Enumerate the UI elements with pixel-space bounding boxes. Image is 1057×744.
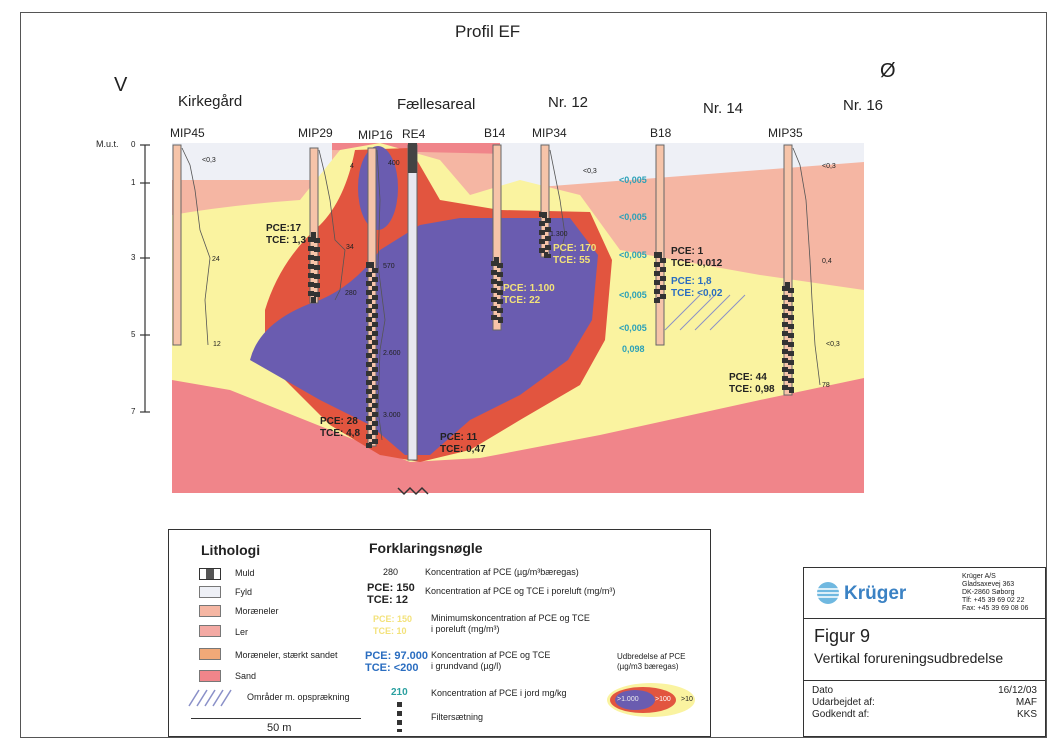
soil-conc: <0,005	[619, 323, 647, 333]
swatch-fracture	[187, 688, 237, 708]
lith-label: Områder m. opsprækning	[247, 692, 350, 702]
lith-label: Moræneler, stærkt sandet	[235, 650, 338, 660]
fill-layer-west	[172, 143, 332, 180]
borehole-mip29	[310, 148, 318, 303]
mip-value: 0,4	[822, 258, 832, 265]
borehole-label: B14	[484, 126, 506, 140]
spread-value-10: >10	[681, 696, 693, 703]
poreluft-label-b18: PCE: 1 TCE: 0,012	[671, 246, 723, 269]
area-nr14: Nr. 14	[703, 100, 744, 117]
brand-name: Krüger	[844, 583, 907, 604]
spread-value-100: >100	[655, 696, 671, 703]
grundvand-label-b18: PCE: 1,8 TCE: <0,02	[671, 276, 723, 299]
borehole-label: RE4	[402, 127, 426, 141]
depth-axis	[140, 145, 150, 412]
borehole-mip45	[173, 145, 181, 345]
info-divider	[804, 680, 1045, 681]
key-poreluft-sample: PCE: 150 TCE: 12	[367, 582, 415, 606]
key-mip-value: 280	[383, 567, 399, 577]
mip-value: 1.300	[550, 231, 568, 238]
soil-conc: <0,005	[619, 212, 647, 222]
depth-tick: 7	[131, 407, 136, 416]
swatch-ler	[199, 625, 221, 637]
depth-unit-label: M.u.t.	[96, 139, 119, 149]
key-title: Forklaringsnøgle	[369, 540, 483, 556]
borehole-label: MIP35	[768, 126, 803, 140]
lith-label: Muld	[235, 568, 255, 578]
borehole-label: MIP16	[358, 128, 393, 142]
swatch-muld	[199, 568, 221, 580]
mip-value: <0,3	[822, 163, 836, 170]
mip-value: <0,3	[826, 341, 840, 348]
borehole-label: MIP45	[170, 126, 205, 140]
depth-tick: 3	[131, 253, 136, 262]
borehole-b18	[656, 145, 664, 345]
mip-value: 12	[213, 341, 221, 348]
swatch-moraeneler	[199, 605, 221, 617]
lith-label: Ler	[235, 627, 249, 637]
mip-value: 280	[345, 290, 357, 297]
mip-value: 24	[212, 256, 220, 263]
swatch-sandy-moraine	[199, 648, 221, 660]
swatch-sand	[199, 670, 221, 682]
direction-east: Ø	[880, 60, 896, 82]
mip-value: 400	[388, 160, 400, 167]
key-min-sample: PCE: 150 TCE: 10	[373, 614, 413, 636]
soil-conc: <0,005	[619, 175, 647, 185]
approved-value: KKS	[1016, 709, 1037, 720]
mip-value: 78	[822, 382, 830, 389]
profile-title: Profil EF	[455, 22, 521, 41]
key-grundvand-desc: Koncentration af PCE og TCE i grundvand (µg/l)	[431, 650, 551, 671]
prepared-value: MAF	[1015, 697, 1037, 708]
depth-tick: 0	[131, 140, 136, 149]
depth-tick: 1	[131, 178, 136, 187]
area-nr16: Nr. 16	[843, 97, 884, 114]
key-filter-desc: Filtersætning	[431, 712, 484, 722]
borehole-label: MIP29	[298, 126, 333, 140]
date-label: Dato	[812, 685, 834, 696]
lithology-title: Lithologi	[201, 542, 261, 558]
legend-box	[168, 529, 711, 737]
borehole-mip35	[784, 145, 792, 395]
mip-value: 4	[350, 163, 354, 170]
key-poreluft-desc: Koncentration af PCE og TCE i poreluft (mg/m³)	[425, 586, 616, 596]
poreluft-label-re4: PCE: 11 TCE: 0,47	[440, 432, 486, 455]
poreluft-label-mip34: PCE: 170 TCE: 55	[553, 243, 597, 266]
swatch-fyld	[199, 586, 221, 598]
lith-label: Sand	[235, 671, 257, 681]
key-grundvand-sample: PCE: 97.000 TCE: <200	[365, 650, 428, 674]
mip-value: 570	[383, 263, 395, 270]
mip-value: <0,3	[202, 157, 216, 164]
mip-value: 2.600	[383, 350, 401, 357]
soil-conc: <0,005	[619, 290, 647, 300]
key-jord-desc: Koncentration af PCE i jord mg/kg	[431, 688, 567, 698]
purple-lobe	[358, 146, 398, 230]
soil-conc: 0,098	[622, 344, 645, 354]
scale-bar	[191, 718, 361, 719]
key-jord-value: 210	[391, 687, 408, 698]
poreluft-label-mip35: PCE: 44 TCE: 0,98	[729, 372, 775, 395]
figure-subtitle: Vertikal forureningsudbredelse	[814, 650, 1004, 666]
title-block	[803, 567, 1046, 737]
area-faellesareal: Fællesareal	[397, 96, 476, 113]
date-value: 16/12/03	[998, 685, 1037, 696]
area-nr12: Nr. 12	[548, 94, 589, 111]
spread-value-1000: >1.000	[617, 696, 639, 703]
poreluft-label-mip16: PCE: 28 TCE: 4,8	[320, 416, 361, 439]
poreluft-label-mip29: PCE:17 TCE: 1,3	[266, 223, 307, 246]
mip-value: 3.000	[383, 412, 401, 419]
lith-label: Moræneler	[235, 606, 279, 616]
figure-number: Figur 9	[814, 626, 871, 646]
mip-value: 34	[346, 244, 354, 251]
borehole-label: B18	[650, 126, 672, 140]
prepared-label: Udarbejdet af:	[812, 697, 875, 708]
kruger-logo-icon	[814, 581, 842, 605]
borehole-label: MIP34	[532, 126, 567, 140]
direction-west: V	[114, 74, 128, 96]
soil-conc: <0,005	[619, 250, 647, 260]
key-filter-icon	[397, 702, 402, 732]
spread-title: Udbredelse af PCE (µg/m3 bæregas)	[617, 652, 686, 671]
poreluft-label-b14: PCE: 1.100 TCE: 22	[503, 283, 555, 306]
scale-label: 50 m	[267, 722, 292, 734]
mip-value: <0,3	[583, 168, 597, 175]
key-min-desc: Minimumskoncentration af PCE og TCE i poreluft (mg/m³)	[431, 613, 590, 634]
key-mip-desc: Koncentration af PCE (µg/m³bæregas)	[425, 567, 579, 577]
borehole-re4	[408, 145, 417, 460]
lith-label: Fyld	[235, 587, 253, 597]
company-address: Krüger A/S Gladsaxevej 363 DK-2860 Søborg Tlf: +45 39 69 02 22 Fax: +45 39 69 08 06	[962, 573, 1029, 612]
approved-label: Godkendt af:	[812, 709, 870, 720]
depth-tick: 5	[131, 330, 136, 339]
area-kirkegard: Kirkegård	[178, 93, 243, 110]
